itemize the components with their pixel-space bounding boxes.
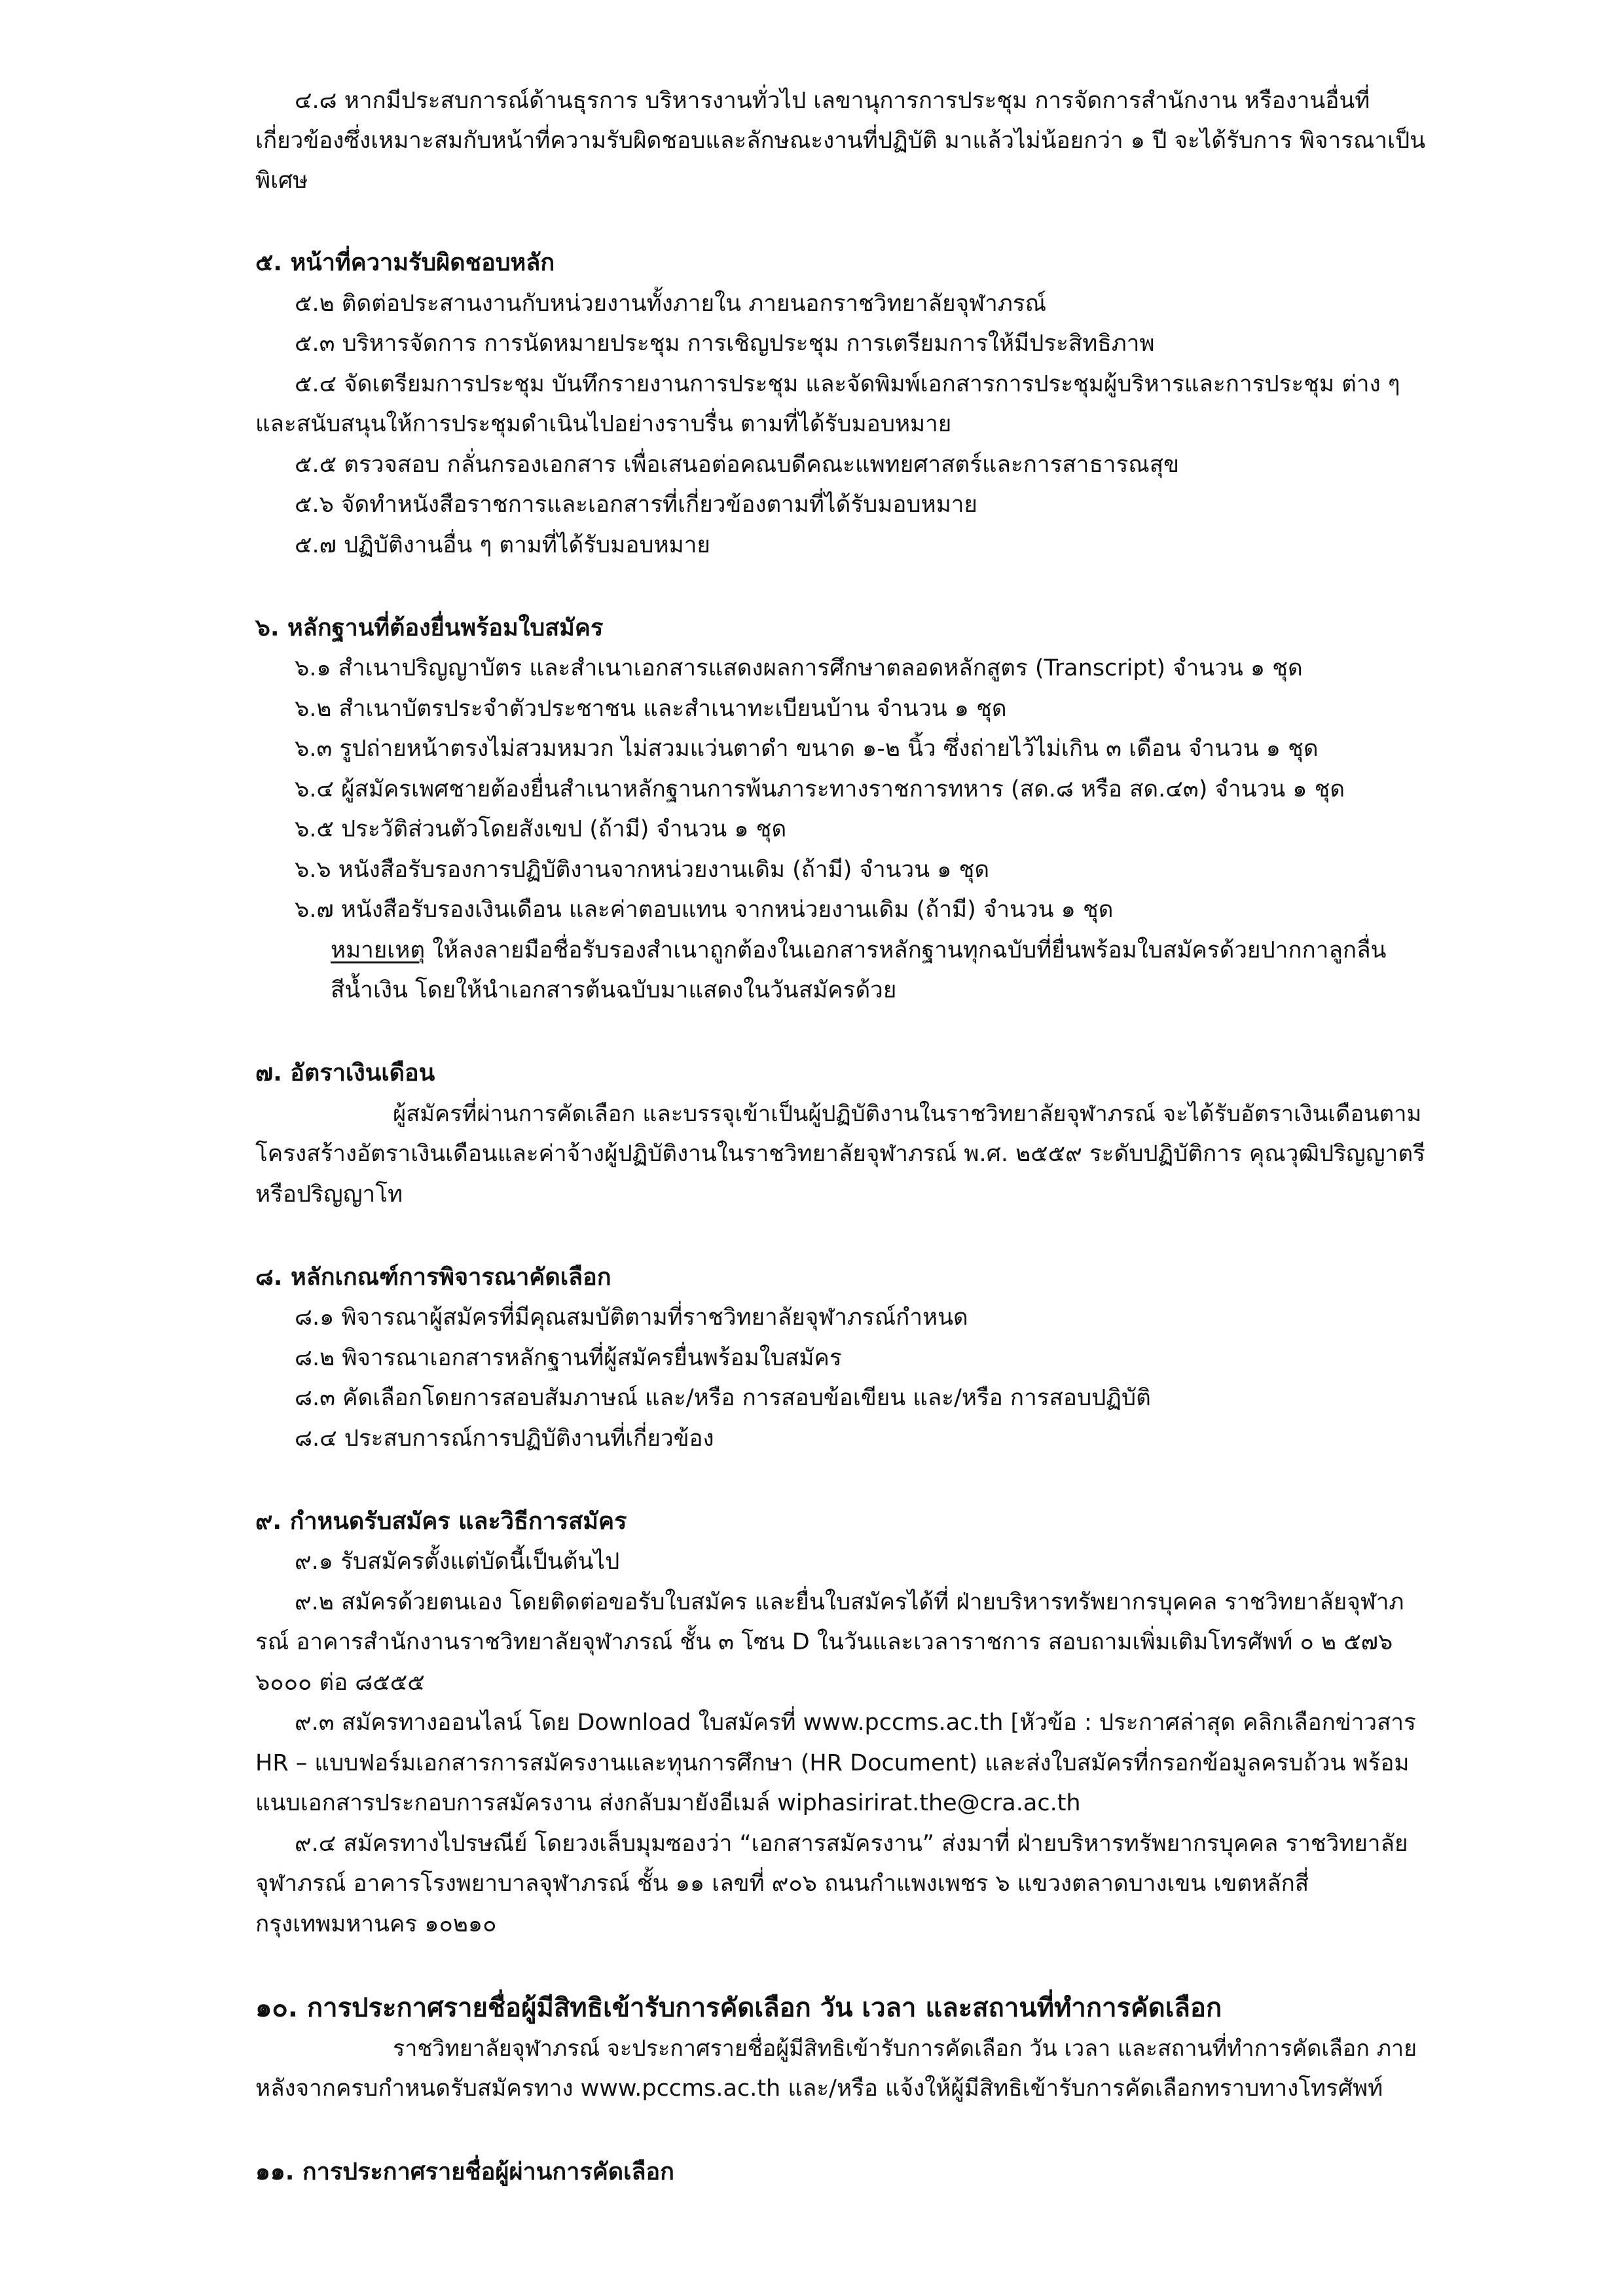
item-5-6: ๕.๖ จัดทำหนังสือราชการและเอกสารที่เกี่ยวข้องตามที่ได้รับมอบหมาย	[295, 492, 977, 518]
section-7-heading: ๗. อัตราเงินเดือน	[255, 1060, 435, 1086]
item-6-1: ๖.๑ สำเนาปริญญาบัตร และสำเนาเอกสารแสดงผลการศึกษาตลอดหลักสูตร (Transcript) จำนวน ๑ ชุด	[295, 655, 1303, 681]
item-8-4: ๘.๔ ประสบการณ์การปฏิบัติงานที่เกี่ยวข้อง	[295, 1426, 714, 1452]
item-5-2: ๕.๒ ติดต่อประสานงานกับหน่วยงานทั้งภายใน ภายนอกราชวิทยาลัยจุฬาภรณ์	[295, 291, 1047, 317]
note-line1	[331, 936, 1386, 965]
item-6-4: ๖.๔ ผู้สมัครเพศชายต้องยื่นสำเนาหลักฐานการพ้นภาระทางราชการทหาร (สด.๘ หรือ สด.๔๓) จำนวน ๑ ชุด	[295, 776, 1345, 802]
para-7-line1: ผู้สมัครที่ผ่านการคัดเลือก และบรรจุเข้าเป็นผู้ปฏิบัติงานในราชวิทยาลัยจุฬาภรณ์ จะได้รับอัตราเงินเดือนตาม	[393, 1101, 1422, 1127]
item-5-3: ๕.๓ บริหารจัดการ การนัดหมายประชุม การเชิญประชุม การเตรียมการให้มีประสิทธิภาพ	[295, 331, 1155, 357]
item-9-4-line1: ๙.๔ สมัครทางไปรษณีย์ โดยวงเล็บมุมซองว่า “เอกสารสมัครงาน” ส่งมาที่ ฝ่ายบริหารทรัพยากรบุคคล ราชวิทยาลัย	[295, 1831, 1408, 1857]
section-8-heading: ๘. หลักเกณฑ์การพิจารณาคัดเลือก	[255, 1264, 611, 1291]
para-4-8-line3: พิเศษ	[255, 168, 308, 194]
item-9-3-line2: HR – แบบฟอร์มเอกสารการสมัครงานและทุนการศึกษา (HR Document) และส่งใบสมัครที่กรอกข้อมูลครบถ้วน พร้อม	[255, 1750, 1410, 1776]
item-8-1: ๘.๑ พิจารณาผู้สมัครที่มีคุณสมบัติตามที่ราชวิทยาลัยจุฬาภรณ์กำหนด	[295, 1304, 968, 1331]
item-6-3: ๖.๓ รูปถ่ายหน้าตรงไม่สวมหมวก ไม่สวมแว่นตาดำ ขนาด ๑-๒ นิ้ว ซึ่งถ่ายไว้ไม่เกิน ๓ เดือน จำนวน ๑ ชุด	[295, 736, 1319, 762]
item-9-2-line1: ๙.๒ สมัครด้วยตนเอง โดยติดต่อขอรับใบสมัคร และยื่นใบสมัครได้ที่ ฝ่ายบริหารทรัพยากรบุคคล ราชวิทยาลัยจุฬาภ	[295, 1589, 1404, 1615]
para-4-8-line1: ๔.๘ หากมีประสบการณ์ด้านธุรการ บริหารงานทั่วไป เลขานุการการประชุม การจัดการสำนักงาน หรืองานอื่นที่	[295, 88, 1370, 114]
para-4-8-line2: เกี่ยวข้องซึ่งเหมาะสมกับหน้าที่ความรับผิดชอบและลักษณะงานที่ปฏิบัติ มาแล้วไม่น้อยกว่า ๑ ปี จะได้รับการ พิจารณาเป็น	[255, 128, 1426, 154]
item-5-4-line2: และสนับสนุนให้การประชุมดำเนินไปอย่างราบรื่น ตามที่ได้รับมอบหมาย	[255, 411, 952, 437]
item-9-3-line3: แนบเอกสารประกอบการสมัครงาน ส่งกลับมายังอีเมล์ wiphasirirat.the@cra.ac.th	[255, 1790, 1081, 1816]
section-5-heading: ๕. หน้าที่ความรับผิดชอบหลัก	[255, 249, 555, 276]
item-6-6: ๖.๖ หนังสือรับรองการปฏิบัติงานจากหน่วยงานเดิม (ถ้ามี) จำนวน ๑ ชุด	[295, 857, 990, 883]
item-8-3: ๘.๓ คัดเลือกโดยการสอบสัมภาษณ์ และ/หรือ การสอบข้อเขียน และ/หรือ การสอบปฏิบัติ	[295, 1385, 1151, 1411]
note-line2: สีน้ำเงิน โดยให้นำเอกสารต้นฉบับมาแสดงในวันสมัครด้วย	[331, 977, 897, 1003]
item-5-7: ๕.๗ ปฏิบัติงานอื่น ๆ ตามที่ได้รับมอบหมาย	[295, 532, 710, 558]
section-10-heading: ๑๐. การประกาศรายชื่อผู้มีสิทธิเข้ารับการคัดเลือก วัน เวลา และสถานที่ทำการคัดเลือก	[255, 1993, 1222, 2023]
section-6-heading: ๖. หลักฐานที่ต้องยื่นพร้อมใบสมัคร	[255, 615, 604, 641]
note-text: ให้ลงลายมือชื่อรับรองสำเนาถูกต้องในเอกสารหลักฐานทุกฉบับที่ยื่นพร้อมใบสมัครด้วยปากกาลูกลื่น	[425, 937, 1387, 963]
item-8-2: ๘.๒ พิจารณาเอกสารหลักฐานที่ผู้สมัครยื่นพร้อมใบสมัคร	[295, 1345, 842, 1371]
para-7-line2: โครงสร้างอัตราเงินเดือนและค่าจ้างผู้ปฏิบัติงานในราชวิทยาลัยจุฬาภรณ์ พ.ศ. ๒๕๕๙ ระดับปฏิบัติการ คุณวุฒิปริญญาตรี	[255, 1141, 1425, 1167]
section-9-heading: ๙. กำหนดรับสมัคร และวิธีการสมัคร	[255, 1508, 627, 1535]
item-5-4-line1: ๕.๔ จัดเตรียมการประชุม บันทึกรายงานการประชุม และจัดพิมพ์เอกสารการประชุมผู้บริหารและการประชุม ต่าง ๆ	[295, 371, 1400, 397]
para-7-line3: หรือปริญญาโท	[255, 1181, 403, 1208]
item-6-5: ๖.๕ ประวัติส่วนตัวโดยสังเขป (ถ้ามี) จำนวน ๑ ชุด	[295, 816, 787, 842]
item-9-2-line2: รณ์ อาคารสำนักงานราชวิทยาลัยจุฬาภรณ์ ชั้น ๓ โซน D ในวันและเวลาราชการ สอบถามเพิ่มเติมโทรศัพท์ ๐ ๒ ๕๗๖	[255, 1629, 1393, 1655]
section-11-heading: ๑๑. การประกาศรายชื่อผู้ผ่านการคัดเลือก	[255, 2159, 674, 2185]
item-5-5: ๕.๕ ตรวจสอบ กลั่นกรองเอกสาร เพื่อเสนอต่อคณบดีคณะแพทยศาสตร์และการสาธารณสุข	[295, 452, 1180, 478]
item-9-4-line2: จุฬาภรณ์ อาคารโรงพยาบาลจุฬาภรณ์ ชั้น ๑๑ เลขที่ ๙๐๖ ถนนกำแพงเพชร ๖ แขวงตลาดบางเขน เขตหลักสี่	[255, 1871, 1309, 1897]
para-10-line1: ราชวิทยาลัยจุฬาภรณ์ จะประกาศรายชื่อผู้มีสิทธิเข้ารับการคัดเลือก วัน เวลา และสถานที่ทำการคัดเลือก ภาย	[393, 2036, 1417, 2062]
item-9-1: ๙.๑ รับสมัครตั้งแต่บัดนี้เป็นต้นไป	[295, 1549, 620, 1575]
note-label: หมายเหตุ	[331, 937, 426, 963]
item-6-2: ๖.๒ สำเนาบัตรประจำตัวประชาชน และสำเนาทะเบียนบ้าน จำนวน ๑ ชุด	[295, 696, 1007, 722]
item-9-2-line3: ๖๐๐๐ ต่อ ๘๕๕๕	[255, 1670, 425, 1696]
item-6-7: ๖.๗ หนังสือรับรองเงินเดือน และค่าตอบแทน จากหน่วยงานเดิม (ถ้ามี) จำนวน ๑ ชุด	[295, 897, 1114, 923]
para-10-line2: หลังจากครบกำหนดรับสมัครทาง www.pccms.ac.th และ/หรือ แจ้งให้ผู้มีสิทธิเข้ารับการคัดเลือกทราบทางโทรศัพท์	[255, 2075, 1383, 2102]
item-9-3-line1: ๙.๓ สมัครทางออนไลน์ โดย Download ใบสมัครที่ www.pccms.ac.th [หัวข้อ : ประกาศล่าสุด คลิกเลือกข่าวสาร	[295, 1710, 1416, 1736]
item-9-4-line3: กรุงเทพมหานคร ๑๐๒๑๐	[255, 1911, 497, 1937]
